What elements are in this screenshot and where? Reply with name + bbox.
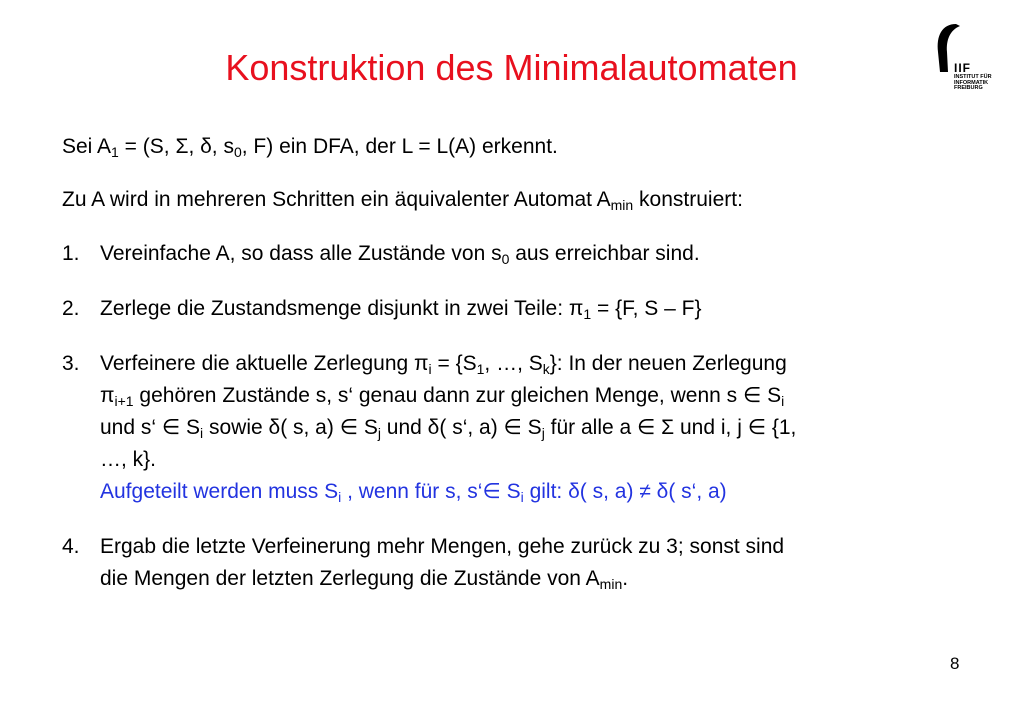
slide-body [62, 132, 972, 618]
step-1: 1. Vereinfache A, so dass alle Zustände von $s_0$ aus erreichbar sind. [62, 238, 972, 270]
element-of-symbol: ∈ [742, 384, 762, 407]
step-2: 2. Zerlege die Zustandsmenge disjunkt in zwei Teile: $\pi_1 = \{F$, S – F} [62, 293, 972, 325]
step-4: 4. Ergab die letzte Verfeinerung mehr Mengen, gehe zurück zu 3; sonst sind die Mengen der letzten Zerlegung die Zustände von $A_{min}$. [62, 531, 972, 595]
sigma-symbol: Σ [661, 416, 675, 439]
page-number: 8 [950, 654, 960, 673]
step-3: 3. Verfeinere die aktuelle Zerlegung $\pi_i = \{S_1$, …, $S_k$}: In der neuen Zerlegung $\pi_{i+1}$ gehören Zustände s, s‘ genau dann zur gleichen Menge, wenn s ∈ $S_i$ und s‘ ∈ $S_i$ sowie δ( s, a) ∈ $S_j$ und δ( s‘, a) ∈ $S_j$ für alle a ∈ Σ und i, j ∈ {1, …, k}. Aufgeteilt werden muss $S_i$ , wenn für s, s‘∈ $S_i$ gilt: δ( s, a) ≠ δ( s‘, a) [62, 348, 972, 508]
dfa-definition: Sei $A_1 = (S$, Σ, δ, $s_0$, F) ein DFA, der L = L(A) erkennt. [62, 135, 558, 160]
slide-title: Konstruktion des Minimalautomaten [225, 47, 798, 88]
not-equal-symbol: ≠ [639, 480, 651, 503]
sigma-symbol: Σ [175, 135, 189, 158]
construction-intro: Zu A wird in mehreren Schritten ein äquivalenter Automat $A_{min}$ konstruiert: [62, 188, 743, 213]
step-number: 1. [62, 242, 80, 265]
step-number: 2. [62, 297, 80, 320]
logo-subtitle: INSTITUT FÜR INFORMATIK FREIBURG [954, 74, 992, 91]
step-number: 3. [62, 352, 80, 375]
logo-letters: IIF [954, 61, 971, 75]
step-number: 4. [62, 535, 80, 558]
iif-logo [934, 22, 996, 92]
split-condition-note: Aufgeteilt werden muss $S_i$ , wenn für s, s‘∈ $S_i$ gilt: δ( s, a) ≠ δ( s‘, a) [100, 480, 727, 505]
